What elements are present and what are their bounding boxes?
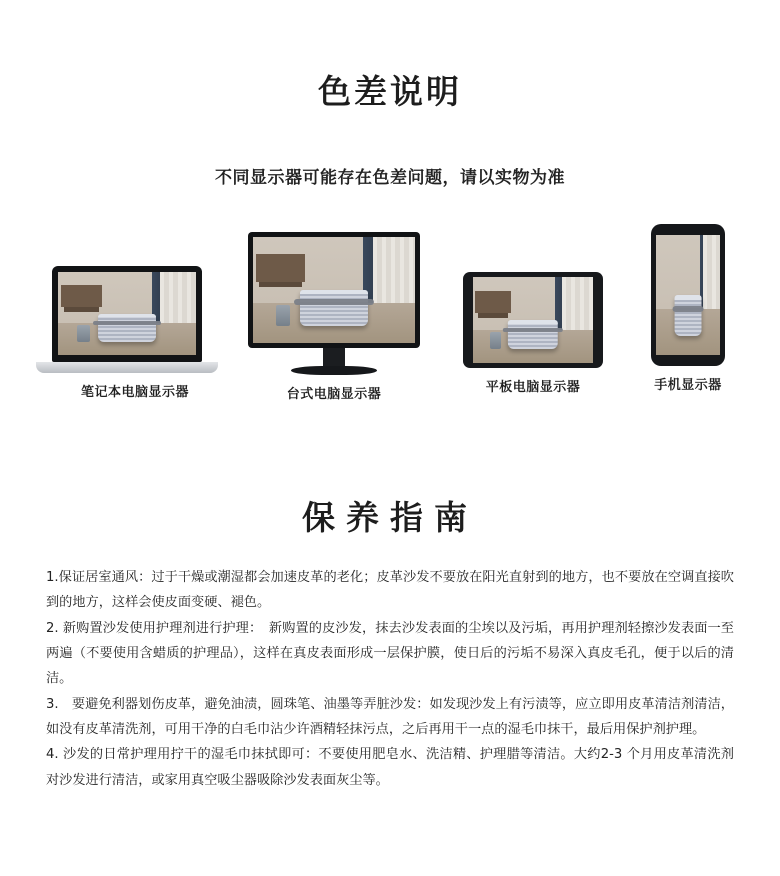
- photo-side-object: [490, 332, 501, 349]
- photo-curtain: [373, 237, 415, 311]
- laptop-screen-photo: [58, 272, 196, 355]
- color-section-title: 色差说明: [318, 72, 462, 111]
- monitor-foot: [291, 366, 377, 375]
- monitor-frame: [248, 232, 420, 348]
- care-item-3: 3. 要避免利器划伤皮革，避免油渍，圆珠笔、油墨等弄脏沙发：如发现沙发上有污渍等，应立即用皮革清洁剂清洁，如没有皮革清洗剂，可用干净的白毛巾沾少许酒精轻抹污点，之后再用干一点的湿毛巾抹干，最后用保护剂护理。: [46, 696, 734, 738]
- care-item-1: 1.保证居室通风：过于干燥或潮湿都会加速皮革的老化；皮革沙发不要放在阳光直射到的地方，也不要放在空调直接吹到的地方，这样会使皮面变硬、褪色。: [46, 570, 734, 611]
- photo-shelf: [256, 254, 305, 282]
- device-caption-laptop: 笔记本电脑显示器: [80, 385, 189, 400]
- care-section-title: 保养指南: [302, 498, 478, 537]
- photo-side-object: [77, 325, 89, 342]
- photo-curtain: [160, 272, 196, 330]
- photo-storage-basket: [675, 295, 702, 336]
- device-desktop: [248, 232, 420, 402]
- care-item-4: 4. 沙发的日常护理用拧干的湿毛巾抹拭即可：不要使用肥皂水、洗洁精、护理腊等清洁。大约2-3 个月用皮革清洗剂对沙发进行清洁，或家用真空吸尘器吸除沙发表面灰尘等。: [46, 747, 734, 788]
- photo-storage-basket: [300, 290, 368, 326]
- care-item-2: 2. 新购置沙发使用护理剂进行护理： 新购置的皮沙发，抹去沙发表面的尘埃以及污垢，再用护理剂轻擦沙发表面一至两遍（不要使用含蜡质的护理品），这样在真皮表面形成一层保护膜，使日后的污垢不易深入真皮毛孔，便于以后的清洁。: [46, 620, 734, 687]
- monitor-neck: [323, 348, 345, 366]
- photo-side-object: [276, 305, 291, 326]
- tablet-frame: [463, 272, 603, 368]
- phone-screen-photo: [656, 235, 720, 355]
- photo-curtain: [703, 235, 720, 319]
- phone-frame: [651, 224, 725, 366]
- photo-shelf: [475, 291, 511, 313]
- device-caption-desktop: 台式电脑显示器: [286, 387, 382, 402]
- laptop-lid: [52, 266, 202, 362]
- device-phone: [651, 224, 725, 393]
- device-caption-phone: 手机显示器: [654, 378, 722, 393]
- device-tablet: [463, 272, 603, 395]
- device-gallery: [0, 232, 780, 432]
- color-section-subtitle: 不同显示器可能存在色差问题，请以实物为准: [215, 168, 565, 188]
- photo-shelf: [61, 285, 102, 307]
- tablet-screen-photo: [473, 277, 593, 363]
- device-laptop: [52, 266, 218, 400]
- photo-storage-basket: [508, 320, 558, 349]
- care-instructions: [46, 565, 734, 793]
- device-caption-tablet: 平板电脑显示器: [485, 380, 581, 395]
- photo-storage-basket: [98, 314, 156, 342]
- laptop-base: [36, 362, 218, 373]
- photo-curtain: [562, 277, 593, 337]
- desktop-screen-photo: [253, 237, 415, 343]
